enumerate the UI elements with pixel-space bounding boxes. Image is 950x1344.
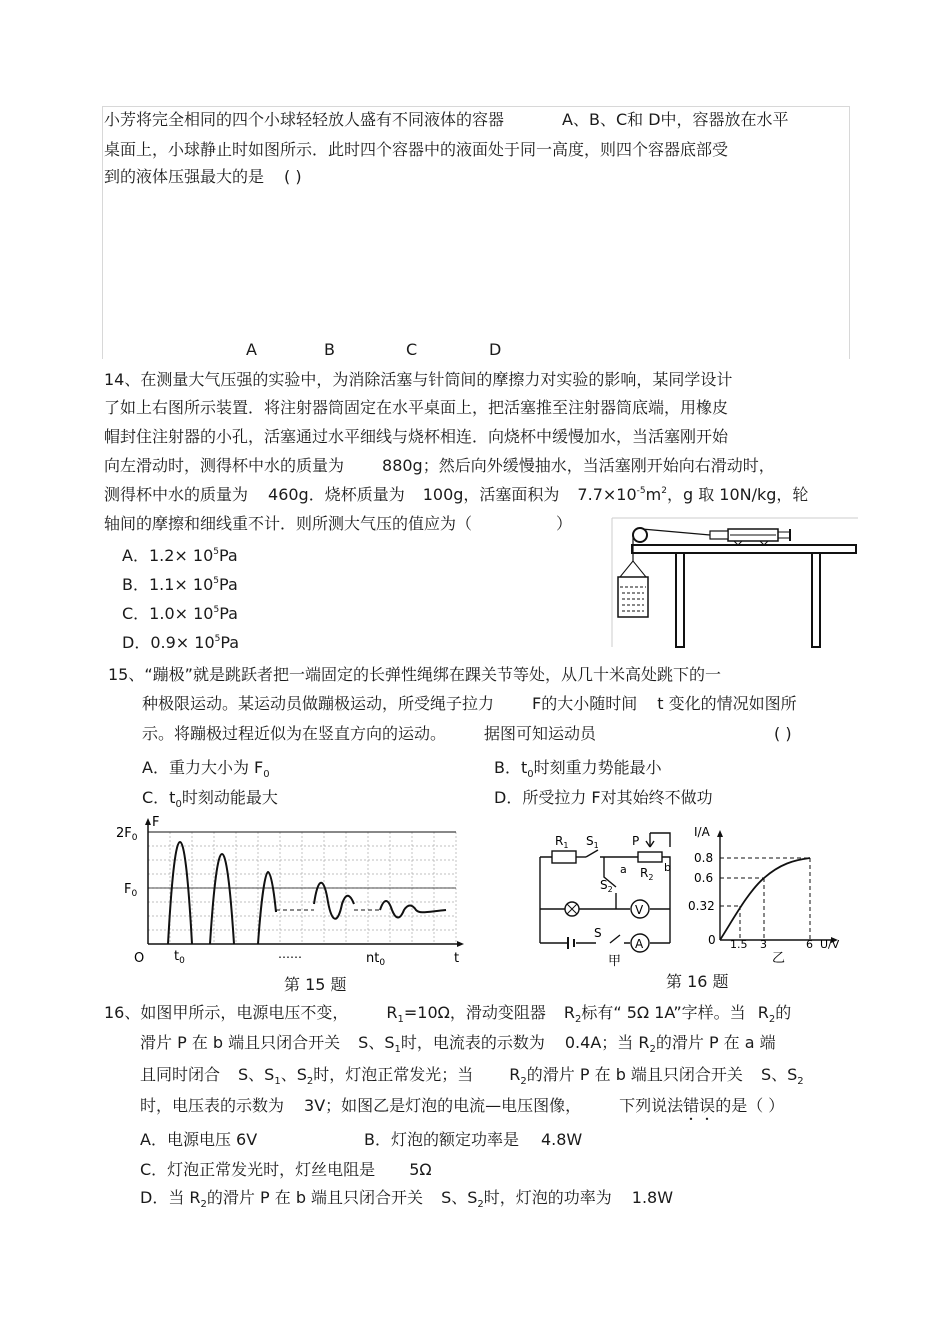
svg-text:6: 6 bbox=[806, 938, 813, 951]
q13-label-b: B bbox=[324, 340, 335, 359]
q15-option-b: B．$t_0$时刻重力势能最小 bbox=[494, 758, 662, 780]
q13-label-d: D bbox=[489, 340, 502, 359]
svg-text:甲: 甲 bbox=[608, 954, 622, 969]
q14-option-d: D．$0.9\times 10^5Pa$ bbox=[122, 633, 240, 652]
q14-option-c: C．$1.0\times 10^5Pa$ bbox=[122, 604, 238, 623]
svg-text:A: A bbox=[635, 937, 644, 951]
q13-line-3: 到的液体压强最大的是 ( ) bbox=[104, 167, 302, 186]
iu-curve bbox=[720, 858, 810, 940]
syringe-icon bbox=[710, 529, 790, 545]
q14-apparatus-figure bbox=[610, 515, 860, 650]
q16-option-d: D．当 $R_2$的滑片 P 在 b 端且只闭合开关 S、$S_2$时，灯泡的功率为 1.8W bbox=[140, 1188, 674, 1210]
svg-text:2F0: $2F_0$ bbox=[116, 826, 138, 843]
q15-line-3: 示。将蹦极过程近似为在竖直方向的运动。 据图可知运动员 ( ) bbox=[142, 724, 792, 743]
q14-line-2: 了如上右图所示装置．将注射器筒固定在水平桌面上，把活塞推至注射器筒底端，用橡皮 bbox=[104, 398, 729, 417]
q13-label-c: C bbox=[406, 340, 418, 359]
q14-line-6: 轴间的摩擦和细线重不计．则所测大气压的值应为（ ） bbox=[104, 514, 573, 533]
svg-text:S1: $S_1$ bbox=[586, 834, 599, 850]
q13-label-a: A bbox=[246, 340, 257, 359]
q14-line-5: 测得杯中水的质量为 460g．烧杯质量为 100g，活塞面积为 $7.7\times 10^{-5}m^2$，g 取 10N/kg，轮 bbox=[104, 485, 809, 504]
svg-text:0: 0 bbox=[708, 933, 716, 947]
q15-line-1: 15、“蹦极”就是跳跃者把一端固定的长弹性绳绑在踝关节等处，从几十米高处跳下的一 bbox=[108, 665, 721, 684]
svg-text:t0: $t_0$ bbox=[174, 949, 185, 966]
svg-text:F: F bbox=[152, 815, 160, 830]
svg-text:R1: $R_1$ bbox=[555, 834, 569, 850]
q15-option-a: A．重力大小为 $F_0$ bbox=[142, 758, 270, 780]
q15-line-2: 种极限运动。某运动员做蹦极运动，所受绳子拉力 F的大小随时间 t 变化的情况如图所 bbox=[142, 694, 797, 713]
q16-caption: 第 16 题 bbox=[666, 972, 729, 991]
q16-line-3: 且同时闭合 S、$S_1$、$S_2$时，灯泡正常发光；当 $R_2$的滑片 P 在 b 端且只闭合开关 S、$S_2$ bbox=[140, 1065, 804, 1087]
svg-text:t: t bbox=[454, 951, 460, 966]
svg-text:U/V: U/V bbox=[820, 938, 840, 951]
lamp-icon bbox=[565, 902, 579, 916]
q14-line-3: 帽封住注射器的小孔，活塞通过水平细线与烧杯相连．向烧杯中缓慢加水，当活塞刚开始 bbox=[104, 427, 729, 446]
svg-text:乙: 乙 bbox=[772, 951, 786, 966]
pulley-icon bbox=[633, 528, 647, 542]
q16-circuit-diagram bbox=[530, 825, 680, 970]
q14-option-b: B．$1.1\times 10^5Pa$ bbox=[122, 575, 238, 594]
svg-text:nt0: $nt_0$ bbox=[366, 951, 386, 968]
svg-text:0.8: 0.8 bbox=[694, 851, 714, 865]
svg-text:R2: $R_2$ bbox=[640, 866, 654, 882]
q16-option-b: B．灯泡的额定功率是 4.8W bbox=[364, 1130, 583, 1149]
svg-text:3: 3 bbox=[760, 938, 767, 951]
q16-line-1: 16、如图甲所示，电源电压不变， $R_1=10\Omega$，滑动变阻器 $R_2$标有“ 5Ω 1A”字样。当 $R_2$的 bbox=[104, 1003, 792, 1025]
svg-text:F0: $F_0$ bbox=[124, 882, 138, 899]
q16-option-c: C．灯泡正常发光时，灯丝电阻是 5Ω bbox=[140, 1160, 432, 1179]
q15-force-time-graph bbox=[110, 812, 470, 972]
svg-text:S: S bbox=[594, 926, 602, 940]
svg-text:0.32: 0.32 bbox=[688, 899, 715, 913]
force-curve bbox=[168, 842, 446, 944]
q14-line-4: 向左滑动时，测得杯中水的质量为 880g；然后向外缓慢抽水，当活塞刚开始向右滑动时， bbox=[104, 456, 775, 475]
q13-line-1: 小芳将完全相同的四个小球轻轻放人盛有不同液体的容器 A、B、C和 D中，容器放在水平 bbox=[104, 110, 789, 129]
svg-text:……: …… bbox=[278, 947, 302, 961]
svg-text:S2: $S_2$ bbox=[600, 878, 613, 894]
q15-option-c: C．$t_0$时刻动能最大 bbox=[142, 788, 278, 810]
svg-text:V: V bbox=[635, 903, 644, 917]
string-icon bbox=[642, 529, 710, 535]
svg-text:a: a bbox=[620, 863, 627, 876]
svg-text:P: P bbox=[632, 834, 640, 848]
table-icon bbox=[632, 545, 856, 647]
q15-option-d: D．所受拉力 F对其始终不做功 bbox=[494, 788, 713, 807]
q16-line-2: 滑片 P 在 b 端且只闭合开关 S、$S_1$时，电流表的示数为 0.4A；当 $R_2$的滑片 P 在 a 端 bbox=[140, 1033, 776, 1055]
svg-text:I/A: I/A bbox=[694, 825, 710, 839]
q16-option-a: A．电源电压 6V bbox=[140, 1130, 258, 1149]
q13-line-2: 桌面上，小球静止时如图所示．此时四个容器中的液面处于同一高度，则四个容器底部受 bbox=[104, 140, 729, 159]
q15-caption: 第 15 题 bbox=[284, 975, 347, 994]
svg-text:1.5: 1.5 bbox=[730, 938, 748, 951]
q14-option-a: A．$1.2\times 10^5Pa$ bbox=[122, 546, 238, 565]
beaker-icon bbox=[618, 561, 648, 617]
q16-line-4: 时，电压表的示数为 3V；如图乙是灯泡的电流—电压图像， 下列说法错误的是（ ） bbox=[140, 1096, 785, 1115]
q16-current-voltage-graph bbox=[684, 822, 854, 972]
svg-text:b: b bbox=[664, 861, 671, 874]
q14-line-1: 14、在测量大气压强的实验中，为消除活塞与针筒间的摩擦力对实验的影响，某同学设计 bbox=[104, 370, 733, 389]
svg-text:0.6: 0.6 bbox=[694, 871, 714, 885]
svg-text:O: O bbox=[134, 951, 145, 966]
